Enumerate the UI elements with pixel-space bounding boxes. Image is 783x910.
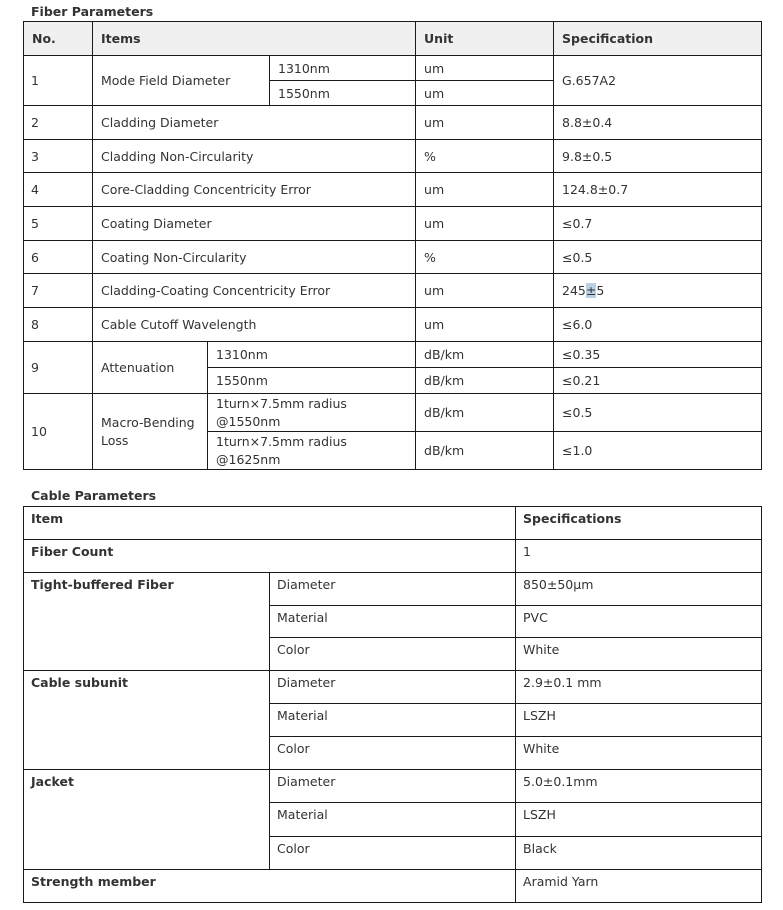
row-number: 10 xyxy=(24,394,93,470)
row-number: 7 xyxy=(24,274,93,308)
attribute-label: Diameter xyxy=(270,671,516,704)
fiber-count-value: 1 xyxy=(516,540,762,573)
attribute-label: Diameter xyxy=(270,573,516,606)
unit-cell: dB/km xyxy=(416,368,554,394)
sub-item: 1310nm xyxy=(208,342,416,368)
attribute-label: Diameter xyxy=(270,770,516,803)
table-row xyxy=(24,106,762,140)
header-item: Item xyxy=(24,507,516,540)
table-row xyxy=(24,56,762,81)
table-row xyxy=(24,274,762,308)
item-name: Coating Non-Circularity xyxy=(93,241,416,274)
item-name: Cladding Non-Circularity xyxy=(93,140,416,173)
attribute-value: LSZH xyxy=(516,803,762,837)
attribute-label: Material xyxy=(270,606,516,638)
sub-item: 1turn×7.5mm radius @1625nm xyxy=(208,432,416,470)
sub-item: 1550nm xyxy=(208,368,416,394)
attribute-value: 5.0±0.1mm xyxy=(516,770,762,803)
cable-parameters-title: Cable Parameters xyxy=(31,488,157,503)
table-row xyxy=(24,394,762,432)
table-row xyxy=(24,207,762,241)
unit-cell: dB/km xyxy=(416,432,554,470)
row-number: 9 xyxy=(24,342,93,394)
attribute-value: 850±50μm xyxy=(516,573,762,606)
spec-part: 245 xyxy=(562,283,586,298)
attribute-label: Color xyxy=(270,837,516,870)
unit-cell: dB/km xyxy=(416,342,554,368)
table-row xyxy=(24,671,762,704)
spec-cell: 8.8±0.4 xyxy=(554,106,762,140)
header-specification: Specification xyxy=(554,22,762,56)
attribute-value: White xyxy=(516,737,762,770)
table-row xyxy=(24,308,762,342)
strength-member-label: Strength member xyxy=(24,870,516,903)
spec-cell: 9.8±0.5 xyxy=(554,140,762,173)
spec-cell: ≤0.7 xyxy=(554,207,762,241)
attribute-value: 2.9±0.1 mm xyxy=(516,671,762,704)
jacket-label: Jacket xyxy=(24,770,270,870)
unit-cell: dB/km xyxy=(416,394,554,432)
attribute-label: Color xyxy=(270,638,516,671)
strength-member-value: Aramid Yarn xyxy=(516,870,762,903)
item-name: Attenuation xyxy=(93,342,208,394)
header-specifications: Specifications xyxy=(516,507,762,540)
attribute-value: LSZH xyxy=(516,704,762,737)
spec-cell: G.657A2 xyxy=(554,56,762,106)
unit-cell: um xyxy=(416,274,554,308)
attribute-value: White xyxy=(516,638,762,671)
unit-cell: % xyxy=(416,140,554,173)
unit-cell: % xyxy=(416,241,554,274)
spec-cell: 124.8±0.7 xyxy=(554,173,762,207)
spec-part: 5 xyxy=(596,283,605,298)
header-no: No. xyxy=(24,22,93,56)
attribute-value: PVC xyxy=(516,606,762,638)
table-row xyxy=(24,573,762,606)
spec-cell: ≤1.0 xyxy=(554,432,762,470)
cable-parameters-table xyxy=(23,506,762,903)
unit-cell: um xyxy=(416,106,554,140)
item-name: Core-Cladding Concentricity Error xyxy=(93,173,416,207)
item-name: Coating Diameter xyxy=(93,207,416,241)
spec-cell: ≤0.21 xyxy=(554,368,762,394)
fiber-parameters-title: Fiber Parameters xyxy=(31,4,154,19)
row-number: 5 xyxy=(24,207,93,241)
row-number: 2 xyxy=(24,106,93,140)
fiber-header-row xyxy=(24,22,762,56)
tight-buffered-fiber-label: Tight-buffered Fiber xyxy=(24,573,270,671)
row-number: 1 xyxy=(24,56,93,106)
row-number: 3 xyxy=(24,140,93,173)
header-unit: Unit xyxy=(416,22,554,56)
table-row xyxy=(24,342,762,368)
attribute-label: Material xyxy=(270,704,516,737)
cable-subunit-label: Cable subunit xyxy=(24,671,270,770)
cable-header-row xyxy=(24,507,762,540)
spec-cell xyxy=(554,274,762,308)
sub-item: 1310nm xyxy=(270,56,416,81)
table-row xyxy=(24,540,762,573)
attribute-label: Color xyxy=(270,737,516,770)
text-selection-highlight: ± xyxy=(585,283,597,298)
row-number: 6 xyxy=(24,241,93,274)
sub-item: 1turn×7.5mm radius @1550nm xyxy=(208,394,416,432)
item-name: Cable Cutoff Wavelength xyxy=(93,308,416,342)
unit-cell: um xyxy=(416,173,554,207)
unit-cell: um xyxy=(416,308,554,342)
spec-cell: ≤0.5 xyxy=(554,394,762,432)
unit-cell: um xyxy=(416,56,554,81)
sub-item: 1550nm xyxy=(270,81,416,106)
attribute-label: Material xyxy=(270,803,516,837)
unit-cell: um xyxy=(416,207,554,241)
item-name: Macro-Bending Loss xyxy=(93,394,208,470)
row-number: 8 xyxy=(24,308,93,342)
header-items: Items xyxy=(93,22,416,56)
spec-cell: ≤0.5 xyxy=(554,241,762,274)
table-row xyxy=(24,870,762,903)
item-name: Cladding-Coating Concentricity Error xyxy=(93,274,416,308)
fiber-parameters-table xyxy=(23,21,762,470)
spec-cell: ≤6.0 xyxy=(554,308,762,342)
item-name: Cladding Diameter xyxy=(93,106,416,140)
unit-cell: um xyxy=(416,81,554,106)
fiber-count-label: Fiber Count xyxy=(24,540,516,573)
table-row xyxy=(24,770,762,803)
attribute-value: Black xyxy=(516,837,762,870)
table-row xyxy=(24,140,762,173)
table-row xyxy=(24,173,762,207)
item-name: Mode Field Diameter xyxy=(93,56,270,106)
spec-cell: ≤0.35 xyxy=(554,342,762,368)
row-number: 4 xyxy=(24,173,93,207)
table-row xyxy=(24,241,762,274)
